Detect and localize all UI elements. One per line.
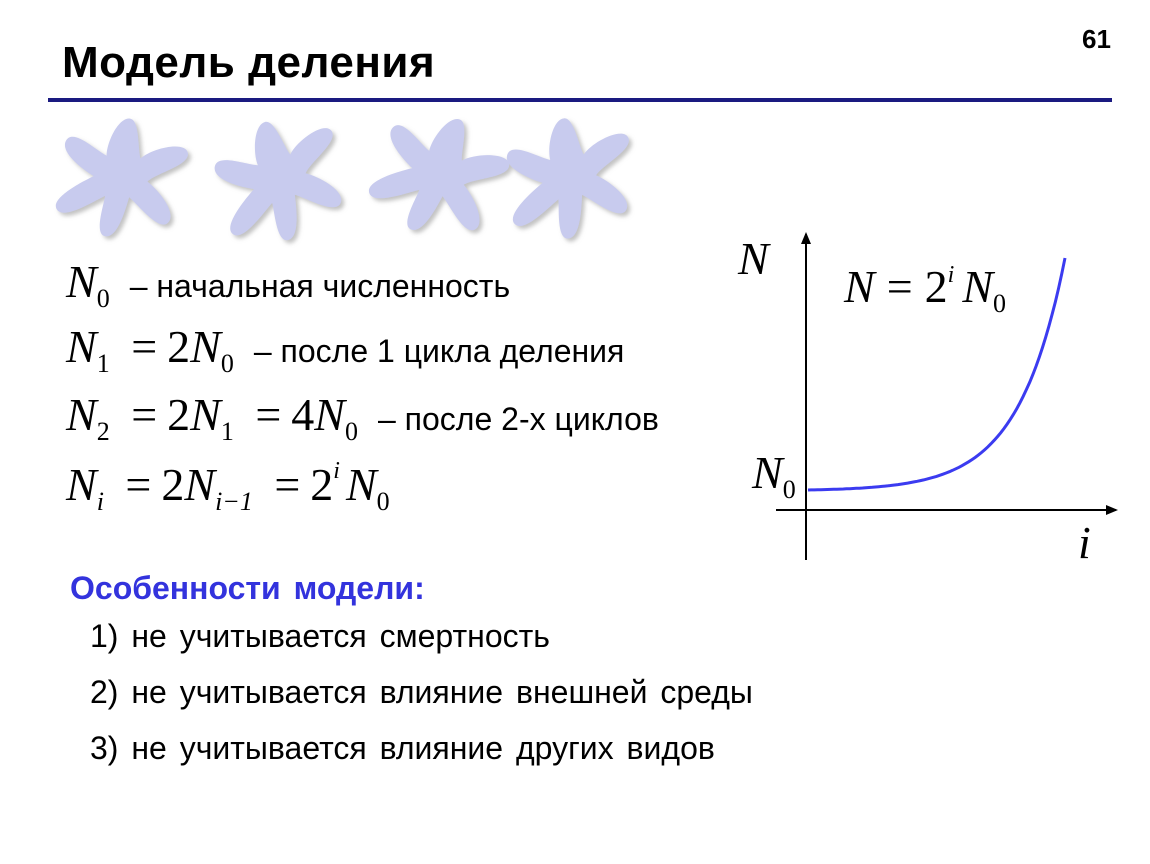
list-item: 3) не учитывается влияние других видов	[90, 730, 715, 766]
equation-description: – после 1 цикла деления	[253, 333, 625, 369]
star-shape	[361, 108, 518, 248]
features-title: Особенности модели:	[70, 570, 425, 606]
growth-chart	[720, 220, 1130, 570]
equation-math: $N_2 = 2N_1 = 4N_0$	[66, 389, 358, 446]
equation-row-3	[66, 388, 659, 447]
y-axis-label: N	[738, 233, 769, 284]
star-shape	[53, 110, 192, 246]
list-item: 1) не учитывается смертность	[90, 618, 550, 654]
features-list	[90, 616, 753, 784]
equation-row-1	[66, 255, 510, 314]
star-shape	[206, 108, 357, 248]
equation-math: $N_1 = 2N_0$	[66, 321, 234, 378]
slide-title: Модель деления	[62, 38, 436, 87]
equation-description: – после 2-х циклов	[377, 401, 659, 437]
list-item: 2) не учитывается влияние внешней среды	[90, 674, 753, 710]
equation-math: $N_0$	[66, 256, 110, 313]
y-tick-label-n0: $N_0$	[752, 447, 796, 504]
equation-row-4	[66, 458, 390, 517]
slide-number: 61	[1082, 24, 1111, 54]
star-decorations	[40, 108, 660, 248]
x-axis-label: i	[1078, 517, 1091, 568]
equation-row-2	[66, 320, 624, 379]
equation-description: – начальная численность	[129, 268, 511, 304]
title-underline	[48, 98, 1112, 102]
curve-formula	[843, 261, 1006, 318]
equation-math: $N_i = 2N_{i-1} = 2^i$ $N_0$	[66, 458, 390, 516]
svg-text:N=2iN0: $N = 2^i$ $N_0$	[844, 261, 1006, 318]
star-shape	[503, 112, 639, 244]
